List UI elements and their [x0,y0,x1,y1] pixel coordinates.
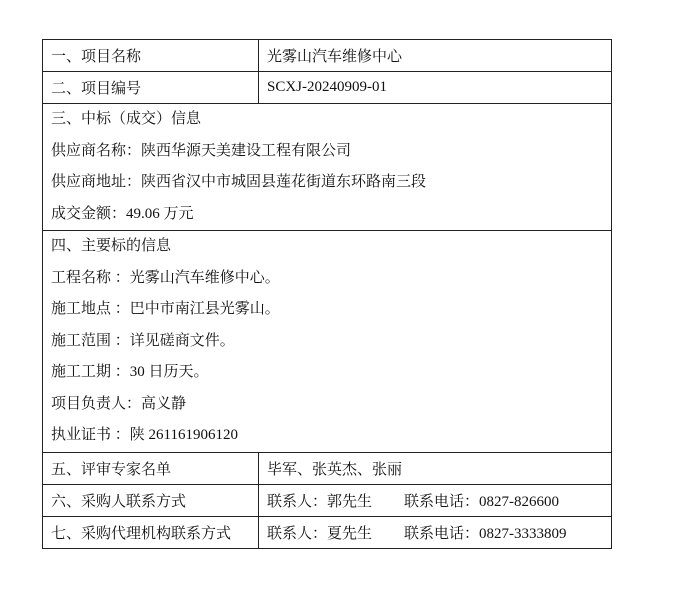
project-title: 工程名称 ：光雾山汽车维修中心。 [51,269,280,286]
value-purchaser [259,484,612,516]
row-project-name [43,40,612,72]
construction-site: 施工地点 ：巴中市南江县光雾山。 [51,301,280,317]
award-heading: 三、中标（成交）信息 [51,111,202,127]
supplier-name: 供应商名称：陕西华源天美建设工程有限公司 [51,142,352,159]
purchaser-phone: 联系电话：0827-826600 [404,493,560,510]
value-agency [259,516,612,548]
row-experts [43,452,612,484]
label-project-name: 一、项目名称 [43,40,259,72]
award-amount: 成交金额：49.06 万元 [51,205,194,222]
supplier-address: 供应商地址：陕西省汉中市城固县莲花街道东环路南三段 [51,174,427,190]
license-number: 执业证书 ：陕 261161906120 [51,427,238,443]
subject-heading: 四、主要标的信息 [51,238,172,254]
row-agency [43,516,612,548]
agency-contact: 联系人：夏先生 [267,525,373,542]
value-project-name: 光雾山汽车维修中心 [259,40,612,72]
subject-info-cell [43,231,612,453]
label-agency: 七、采购代理机构联系方式 [43,516,259,548]
purchaser-contact: 联系人：郭先生 [267,493,373,510]
row-purchaser [43,484,612,516]
construction-period: 施工工期 ：30 日历天。 [51,364,209,380]
row-subject-info [43,231,612,453]
label-purchaser: 六、采购人联系方式 [43,484,259,516]
row-project-code [43,72,612,104]
value-experts: 毕军、张英杰、张丽 [259,452,612,484]
row-award-info [43,104,612,231]
label-project-code: 二、项目编号 [43,72,259,104]
agency-phone: 联系电话：0827-3333809 [404,525,567,542]
award-info-cell [43,104,612,231]
project-manager: 项目负责人：高义静 [51,395,187,412]
label-experts: 五、评审专家名单 [43,452,259,484]
value-project-code: SCXJ-20240909-01 [259,72,612,104]
construction-scope: 施工范围 ：详见磋商文件。 [51,332,235,349]
announcement-table [42,39,612,549]
